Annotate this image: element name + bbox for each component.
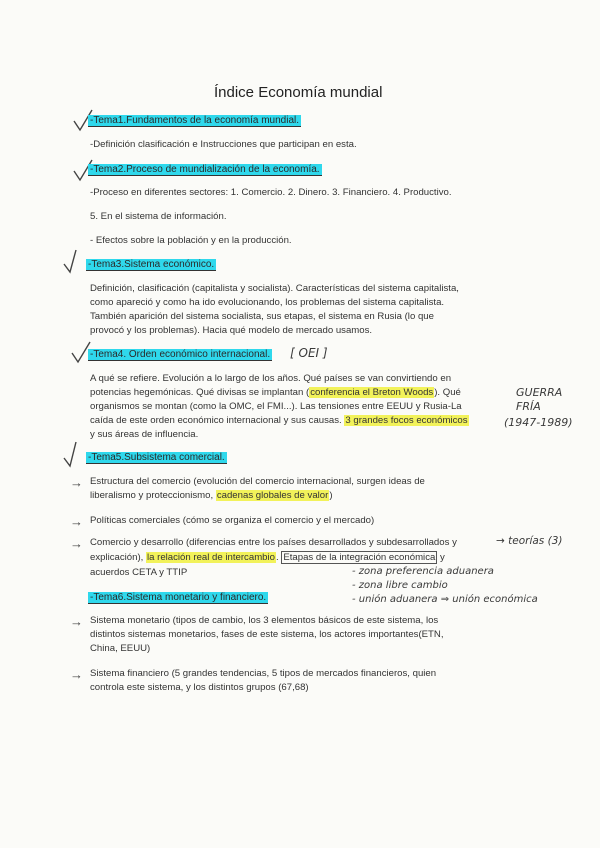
tema6-item2-line2: controla este sistema, y los distintos grupos (67,68) xyxy=(90,682,309,693)
tema6-item2-line1: Sistema financiero (5 grandes tendencias, 5 tipos de mercados financieros, quien xyxy=(90,668,437,679)
tema5-item1-line2: liberalismo y proteccionismo, cadenas globales de valor) xyxy=(90,490,333,501)
arrow-right-icon: → xyxy=(70,514,83,529)
hand-note-teorias: → teorías (3) xyxy=(496,535,563,547)
tema3-heading: -Tema3.Sistema económico. xyxy=(88,259,215,270)
tema4-heading: -Tema4. Orden económico internacional. xyxy=(90,349,271,360)
tema5-item3-line2: explicación), la relación real de intercambio. Etapas de la integración económica y xyxy=(90,552,445,563)
arrow-right-icon: → xyxy=(70,667,83,682)
tema6-heading: -Tema6.Sistema monetario y financiero. xyxy=(90,592,267,603)
tema3-text-4: provocó y los problemas). Hacia qué modelo de mercado usamos. xyxy=(90,325,373,336)
hand-note-zona3: - unión aduanera ⇒ unión económica xyxy=(352,594,538,605)
arrow-right-icon: → xyxy=(70,475,83,490)
tema4-text-1: A qué se refiere. Evolución a lo largo de los años. Qué países se van convirtiendo en xyxy=(90,373,452,384)
tema2-text-2: 5. En el sistema de información. xyxy=(90,211,227,222)
check-mark-icon xyxy=(62,248,84,274)
tema3-text-1: Definición, clasificación (capitalista y socialista). Características del sistema capitalista, xyxy=(90,283,459,294)
tema1-heading: -Tema1.Fundamentos de la economía mundial. xyxy=(90,115,300,126)
arrow-right-icon: → xyxy=(70,614,83,629)
margin-note-fria: FRÍA xyxy=(516,400,541,413)
tema4-text-4: caída de este orden económico internacional y sus causas. 3 grandes focos económicos xyxy=(90,415,468,426)
arrow-right-icon: → xyxy=(70,536,83,551)
tema3-text-3: También aparición del sistema socialista, sus etapas, el sistema en Rusia (lo que xyxy=(90,311,434,322)
tema4-handnote: [ OEI ] xyxy=(290,346,328,360)
tema5-item3-line3: acuerdos CETA y TTIP xyxy=(90,567,188,578)
margin-note-years: (1947-1989) xyxy=(504,416,573,429)
tema2-heading: -Tema2.Proceso de mundialización de la economía. xyxy=(90,164,320,175)
margin-note-guerra: GUERRA xyxy=(516,386,563,399)
tema5-item1-line1: Estructura del comercio (evolución del comercio internacional, surgen ideas de xyxy=(90,476,425,487)
tema6-item1-line1: Sistema monetario (tipos de cambio, los 3 elementos básicos de este sistema, los xyxy=(90,615,439,626)
check-mark-icon xyxy=(62,440,84,468)
tema4-text-5: y sus áreas de influencia. xyxy=(90,429,199,440)
tema6-item1-line2: distintos sistemas monetarios, fases de este sistema, los actores importantes(ETN, xyxy=(90,629,444,640)
tema6-item1-line3: China, EEUU) xyxy=(90,643,151,654)
tema3-text-2: como apareció y como ha ido evolucionando, los problemas del sistema capitalista. xyxy=(90,297,445,308)
tema5-item3-line1: Comercio y desarrollo (diferencias entre los países desarrollados y subdesarrollados y xyxy=(90,537,457,548)
tema1-text: -Definición clasificación e Instrucciones que participan en esta. xyxy=(90,139,357,150)
tema5-heading: -Tema5.Subsistema comercial. xyxy=(88,452,225,463)
hand-note-zona1: - zona preferencia aduanera xyxy=(352,566,494,577)
page-title: Índice Economía mundial xyxy=(214,84,383,101)
tema4-text-2: potencias hegemónicas. Qué divisas se implantan (conferencia el Breton Woods). Qué xyxy=(90,387,461,398)
tema5-item2: Políticas comerciales (cómo se organiza el comercio y el mercado) xyxy=(90,515,375,526)
tema4-text-3: organismos se montan (como la OMC, el FMI...). Las tensiones entre EEUU y Rusia-La xyxy=(90,401,462,412)
tema2-text-1: -Proceso en diferentes sectores: 1. Comercio. 2. Dinero. 3. Financiero. 4. Productivo. xyxy=(90,187,452,198)
tema2-text-3: - Efectos sobre la población y en la producción. xyxy=(90,235,292,246)
hand-note-zona2: - zona libre cambio xyxy=(352,580,448,591)
